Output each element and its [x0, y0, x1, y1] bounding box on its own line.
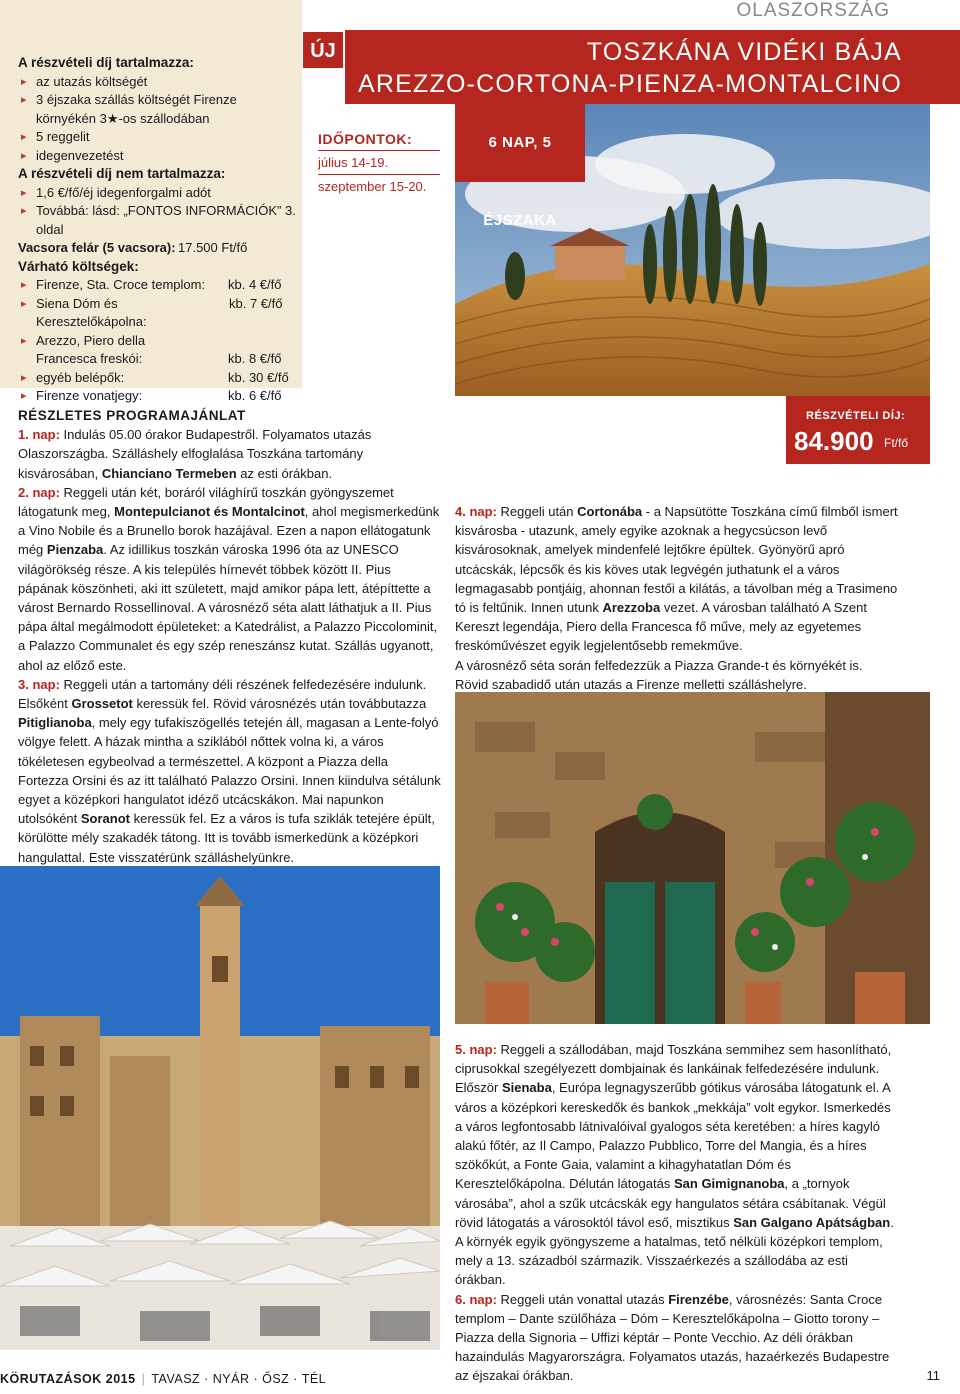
dates-label: IDŐPONTOK:	[318, 131, 413, 147]
title-banner	[345, 30, 960, 104]
program-column-right	[455, 502, 898, 694]
day-6: 6. nap: Reggeli után vonattal utazás Firenzébe, városnézés: Santa Croce templom – Dante szülőháza – Dóm – Keresztelőkápolna – Giotto torony – Piazza della Signoria – Uffizi képtár – Ponte Vecchio. Az déli órákban hazaindulás Magyarországra. Folyamatos utazás, hazaérkezés Budapestre az éjszakai órákban.	[455, 1291, 890, 1384]
day-4: 4. nap: Reggeli után Cortonába - a Napsütötte Toszkána című filmből ismert kisvárosba - utazunk, amely egyike azoknak a hegycsúcson levő kisvárosoknak, amelyek mindenfelé lejtőkre épültek. Gyönyörű apró utcácskák, lépcsők és kis köves utak legvégén juthatunk el a város legmagasabb pontjáig, ahonnan festői a kilátás, a távolban még a Trasimeno tó is feltűnik. Innen utunk Arezzoba vezet. A városban található A Szent Kereszt legendája, Piero della Francesca fő műve, mely az egyetemes freskóművészet egyik legjelentősebb remekműve.	[455, 504, 898, 654]
cost-row	[18, 276, 298, 295]
costs-title: Várható költségek:	[18, 258, 139, 274]
dinner-label: Vacsora felár (5 vacsora):	[18, 240, 176, 255]
cost-row	[18, 295, 298, 332]
price-box	[786, 396, 930, 464]
cost-row	[18, 387, 298, 406]
dinner-value: 17.500 Ft/fő	[178, 240, 248, 255]
price-label: RÉSZVÉTELI DÍJ:	[806, 410, 906, 422]
program-column-left	[18, 406, 442, 867]
day-3: 3. nap: Reggeli után a tartomány déli részének felfedezésére indulunk. Elsőként Grossetot keressük fel. Rövid városnézés után továbbutazza Pitiglianoba, mely egy tufakiszögellés tetején áll, magasan a Lente-folyó völgye felett. A házak mintha a sziklából nőttek volna ki, a város tökéletesen egybeolvad a természettel. A központ a Piazza della Fortezza Orsini és az itt található Palazzo Orsini. Innen kiindulva sétálunk egyet a középkori hangulatot idéző utcácskákon. Mai napunkon utolsóként Soranot keressük fel. Ez a város is tufa sziklák tetejére épült, körülötte mély szakadék tátong. Itt is tovább ismerkedünk a középkori hangulattal. Este visszatérünk szálláshelyünkre.	[18, 676, 441, 865]
footer	[0, 1372, 326, 1386]
included-title: A részvételi díj tartalmazza:	[18, 55, 194, 70]
day-1: 1. nap: Indulás 05.00 órakor Budapestről. Folyamatos utazás Olaszországba. Szálláshely elfoglalása Toszkána tartomány kisvárosában, Chianciano Termeben az esti órákban.	[18, 427, 372, 481]
page-title: TOSZKÁNA VIDÉKI BÁJA	[586, 38, 902, 66]
footer-brand: KÖRUTAZÁSOK 2015	[0, 1372, 136, 1386]
footer-seasons: TAVASZ · NYÁR · ŐSZ · TÉL	[151, 1372, 327, 1386]
cost-value: kb. 8 €/fő	[228, 351, 282, 366]
included-item: ▸ 5 reggelit	[18, 128, 298, 147]
day-5: 5. nap: Reggeli a szállodában, majd Toszkána semmihez sem hasonlítható, ciprusokkal szegélyezett dombjainak és lankáinak felfedezésére indulunk. Először Sienaba, Európa legnagyszerűbb gótikus városába látogatunk el. A város a középkori kereskedők és bankok „mekkája” volt egykor. Ismerkedés a város legfontosabb látnivalóival gyalogos séta keretében: a híres kagyló alakú főtér, az Il Campo, Palazzo Pubblico, Torre del Mangia, és a híres szökőkút, a Fonte Gaia, valamint a kihagyhatatlan Dóm és Keresztelőkápolna. Délután látogatás San Gimignanoba, a „tornyok városába”, ahol a szűk utcácskák egy hangulatos sétára csábítanak. Végül rövid látogatás a városoktól távol eső, misztikus San Galgano Apátságban. A környék egyik gyöngyszeme a hatalmas, tető nélküli középkori templom, mely a 13. századból származik. Visszaérkezés a szállodába az esti órákban.	[455, 1042, 894, 1288]
dates-divider	[318, 174, 440, 175]
dates-block	[318, 130, 440, 196]
cost-row	[18, 332, 298, 369]
country-label: OLASZORSZÁG	[736, 0, 890, 21]
cost-value: kb. 7 €/fő	[229, 295, 283, 311]
excluded-item: ▸ Továbbá: lásd: „FONTOS INFORMÁCIÓK” 3. oldal	[18, 202, 298, 239]
cortona-street-photo	[455, 692, 930, 1024]
dinner-row	[18, 239, 298, 258]
price-unit: Ft/fő	[884, 436, 909, 450]
dates-divider	[318, 150, 440, 151]
program-title: RÉSZLETES PROGRAMAJÁNLAT	[18, 408, 246, 423]
included-item: ▸ az utazás költségét	[18, 73, 298, 92]
cost-value: kb. 4 €/fő	[228, 277, 282, 292]
excluded-title: A részvételi díj nem tartalmazza:	[18, 166, 226, 181]
cost-value: kb. 30 €/fő	[228, 369, 289, 385]
cost-label: ▸ egyéb belépők:	[36, 369, 125, 385]
cost-value: kb. 6 €/fő	[228, 388, 282, 403]
new-badge: ÚJ	[303, 32, 343, 68]
info-panel	[18, 54, 298, 406]
cost-label: ▸ Siena Dóm és Keresztelőkápolna:	[36, 295, 147, 329]
cost-label: ▸ Firenze, Sta. Croce templom:	[36, 277, 206, 292]
cost-label: ▸ Arezzo, Piero della Francesca freskói:	[36, 332, 146, 366]
included-item: ▸ idegenvezetést	[18, 147, 298, 166]
day-4-continued: A városnéző séta során felfedezzük a Piazza Grande-t és környékét is. Rövid szabadidő után utazás a Firenze melletti szálláshelyre.	[455, 657, 863, 692]
program-column-right-bottom	[455, 1040, 898, 1386]
excluded-item: ▸ 1,6 €/fő/éj idegenforgalmi adót	[18, 184, 298, 203]
page-number: 11	[926, 1368, 940, 1383]
footer-separator: |	[141, 1372, 146, 1386]
cost-label: ▸ Firenze vonatjegy:	[36, 388, 143, 403]
date-item: szeptember 15-20.	[318, 179, 427, 194]
cost-row	[18, 369, 298, 388]
day-2: 2. nap: Reggeli után két, boráról világhírű toszkán gyöngyszemet látogatunk meg, Montepulcianot és Montalcinot, ahol megismerkedünk a Vino Nobile és a Brunello borok hazájával. Ezen a napon ellátogatunk még Pienzaba. Az idillikus toszkán városka 1996 óta az UNESCO világörökség része. A kis település hírnevét többek között II. Pius pápának köszönheti, aki itt született, majd amikor pápa lett, átépíttette a várost Bernardo Rossellinoval. A városnéző séta alatt láthatjuk a II. Pius pápa által megálmodott épületeket: a Katedrálist, a Palazzo Piccolominit, a Palazzo Communalet és egy szép reneszánsz kutat. Szállás ugyanott, ahol az előző este.	[18, 484, 440, 673]
arezzo-piazza-photo	[0, 866, 440, 1350]
duration-badge: 6 NAP, 5 ÉJSZAKA	[455, 104, 585, 182]
page-subtitle: AREZZO-CORTONA-PIENZA-MONTALCINO	[358, 70, 902, 98]
date-item: július 14-19.	[318, 155, 389, 170]
price-value: 84.900	[794, 426, 874, 456]
included-item: ▸ 3 éjszaka szállás költségét Firenze környékén 3★-os szállodában	[18, 91, 298, 128]
